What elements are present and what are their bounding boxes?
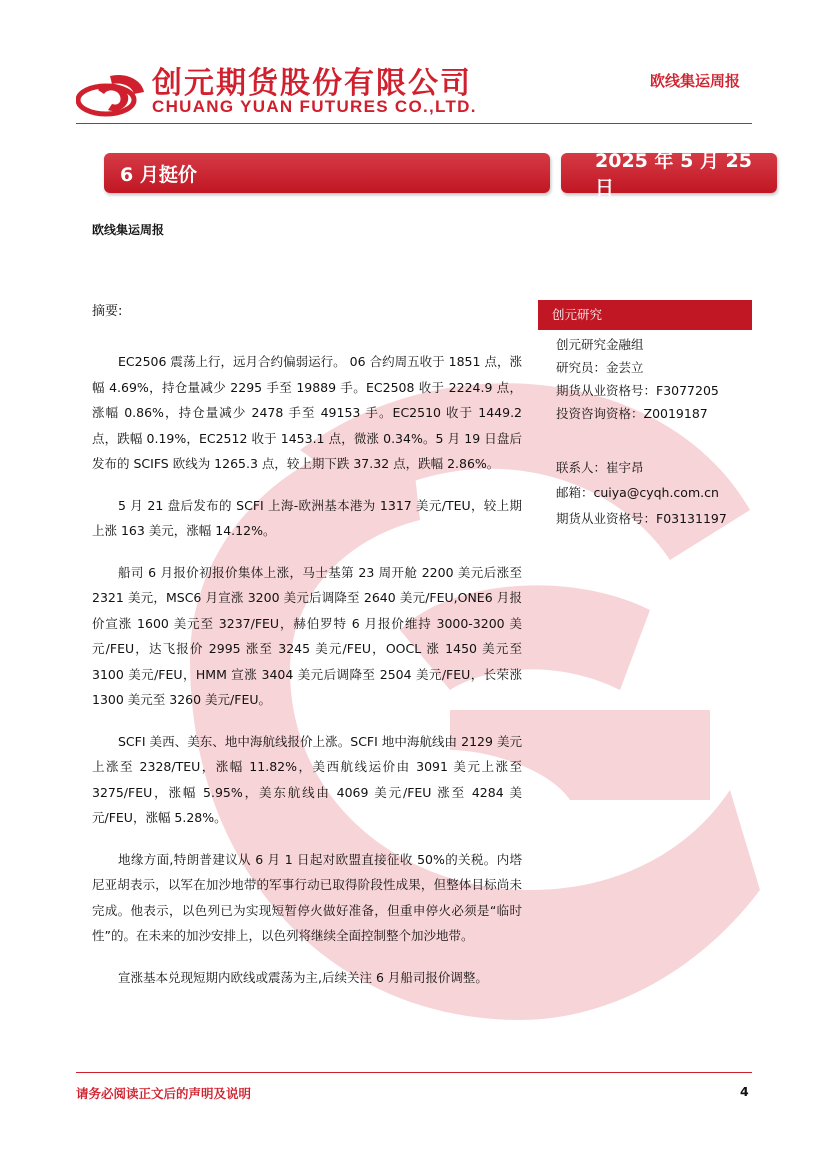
consulting-license: 投资咨询资格：Z0019187 bbox=[556, 406, 708, 421]
company-name-en: CHUANG YUAN FUTURES CO.,LTD. bbox=[152, 97, 477, 116]
summary-body bbox=[92, 349, 522, 1006]
contact-name: 联系人：崔宇昂 bbox=[556, 460, 644, 475]
summary-paragraph: SCFI 美西、美东、地中海航线报价上涨。SCFI 地中海航线由 2129 美元上涨至 2328/TEU，涨幅 11.82%，美西航线运价由 3091 美元上涨至 3275/FEU，涨幅 5.95%，美东航线由 4069 美元/FEU 涨至 4284 美元/FEU，涨幅 5.28%。 bbox=[92, 733, 522, 825]
summary-paragraph: 宣涨基本兑现短期内欧线或震荡为主,后续关注 6 月船司报价调整。 bbox=[118, 969, 488, 985]
sidebar-heading: 创元研究 bbox=[538, 300, 752, 330]
report-type-subheading: 欧线集运周报 bbox=[92, 223, 165, 237]
summary-heading: 摘要: bbox=[92, 304, 123, 319]
summary-paragraph: EC2506 震荡上行，远月合约偏弱运行。 06 合约周五收于 1851 点，涨幅 4.69%，持仓量减少 2295 手至 19889 手。EC2508 收于 2224.9 点，涨幅 0.86%，持仓量减少 2478 手至 49153 手。EC2510 收于 1449.2 点，跌幅 0.19%，EC2512 收于 1453.1 点，微涨 0.34%。5 月 19 日盘后发布的 SCIFS 欧线为 1265.3 点，较上期下跌 37.32 点，跌幅 2.86%。 bbox=[92, 354, 522, 471]
contact-email[interactable]: 邮箱：cuiya@cyqh.com.cn bbox=[556, 485, 719, 500]
company-name-cn: 创元期货股份有限公司 bbox=[152, 66, 472, 101]
summary-paragraph: 船司 6 月报价初报价集体上涨，马士基第 23 周开舱 2200 美元后涨至 2321 美元，MSC6 月宣涨 3200 美元后调降至 2640 美元/FEU,ONE6 月报价宣涨 1600 美元至 3237/FEU，赫伯罗特 6 月报价维持 3000-3200 美元/FEU，达飞报价 2995 涨至 3245 美元/FEU，OOCL 涨 1450 美元至 3100 美元/FEU，HMM 宣涨 3404 美元后调降至 2504 美元/FEU，长荣涨 1300 美元至 3260 美元/FEU。 bbox=[92, 564, 522, 707]
summary-paragraph: 地缘方面,特朗普建议从 6 月 1 日起对欧盟直接征收 50%的关税。内塔尼亚胡表示，以军在加沙地带的军事行动已取得阶段性成果，但整体目标尚未完成。他表示，以色列已为实现短暂停火做好准备，但重申停火必须是“临时性”的。在未来的加沙安排上，以色列将继续全面控制整个加沙地带。 bbox=[92, 851, 522, 943]
report-date: 2025 年 5 月 25 日 bbox=[595, 150, 753, 199]
page-number: 4 bbox=[740, 1084, 749, 1099]
report-title: 6 月挺价 bbox=[120, 163, 197, 186]
summary-paragraph: 5 月 21 盘后发布的 SCFI 上海-欧洲基本港为 1317 美元/TEU，较上期上涨 163 美元，涨幅 14.12%。 bbox=[92, 497, 522, 538]
research-group: 创元研究金融组 bbox=[556, 337, 644, 352]
researcher-name: 研究员：金芸立 bbox=[556, 360, 644, 375]
report-type-label: 欧线集运周报 bbox=[650, 72, 741, 90]
title-banner bbox=[104, 153, 550, 193]
header-divider bbox=[76, 123, 752, 124]
date-banner bbox=[561, 150, 777, 199]
footer-divider bbox=[76, 1072, 752, 1073]
company-logo-icon bbox=[76, 70, 148, 118]
contact-license: 期货从业资格号：F03131197 bbox=[556, 511, 727, 526]
disclaimer-notice: 请务必阅读正文后的声明及说明 bbox=[76, 1086, 252, 1101]
futures-license: 期货从业资格号：F3077205 bbox=[556, 383, 719, 398]
